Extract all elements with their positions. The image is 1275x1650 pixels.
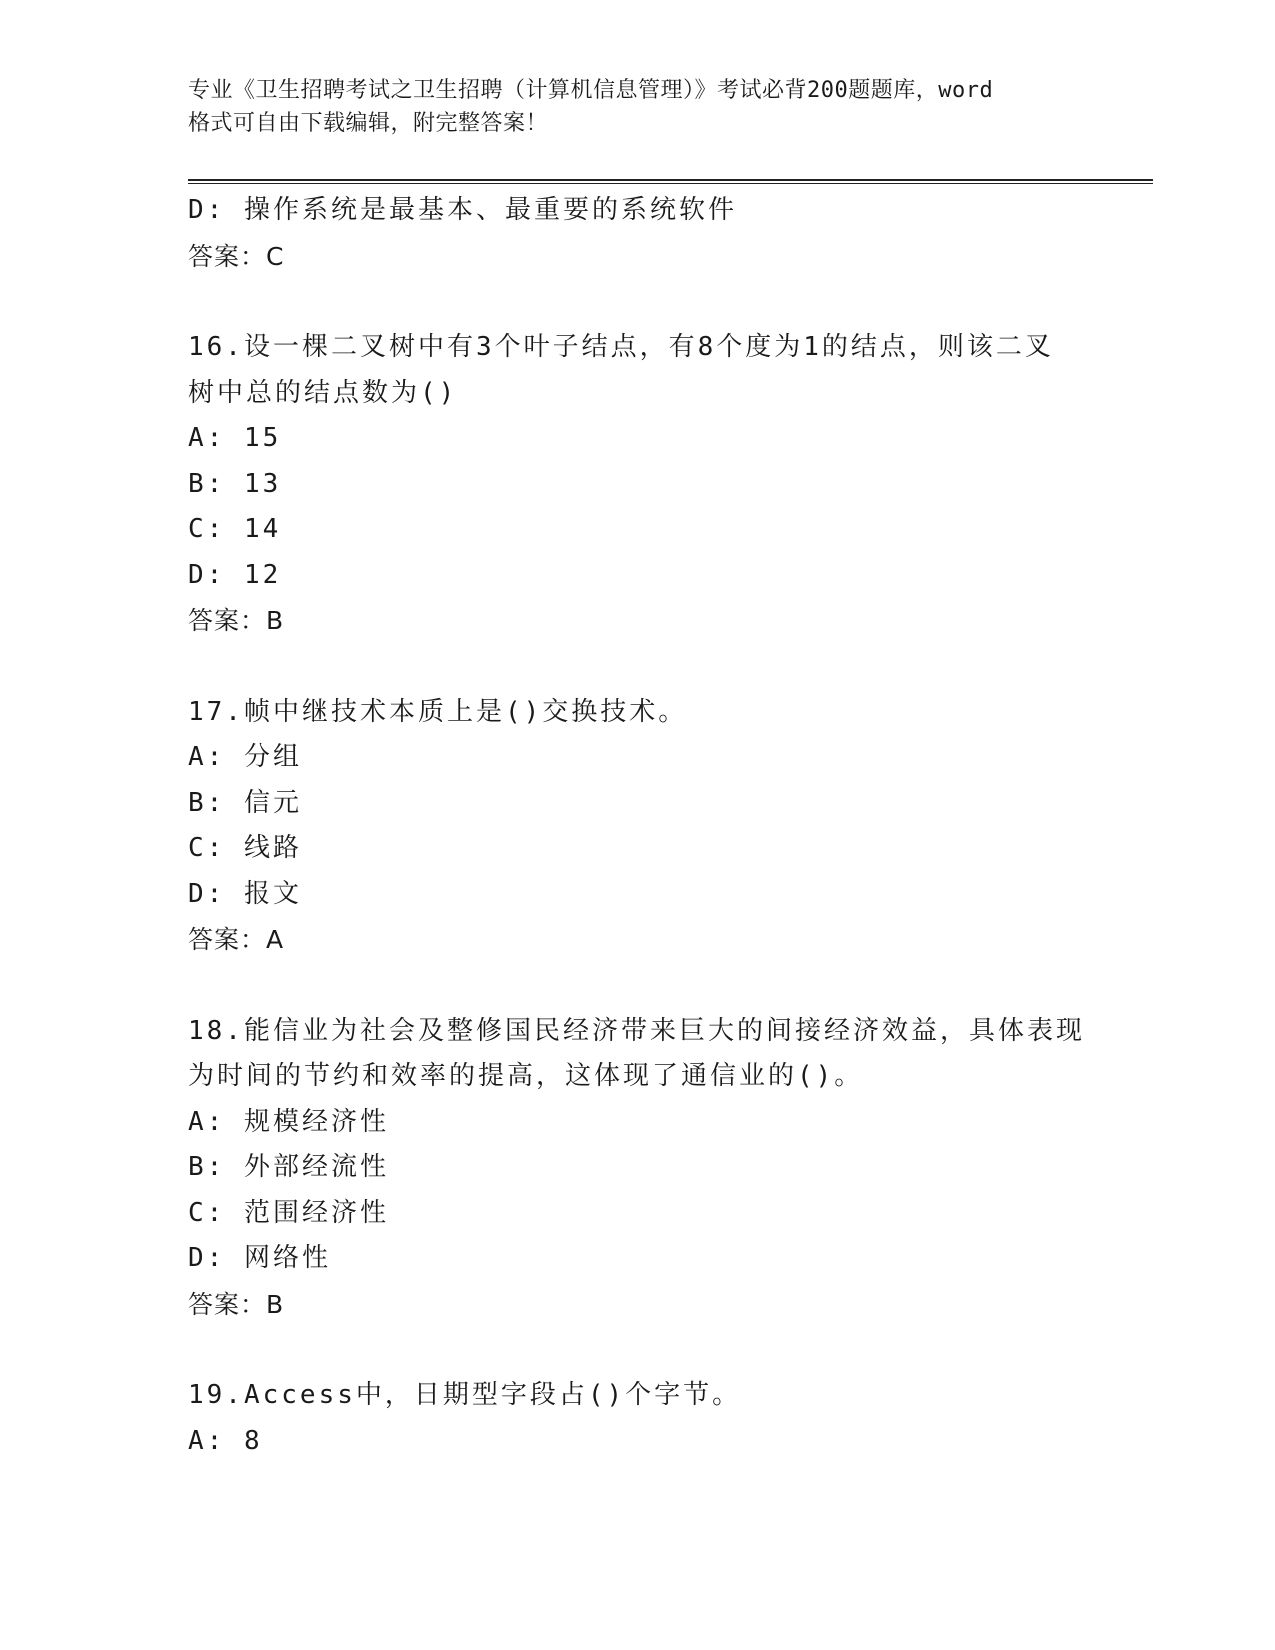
question-16-option-b: B: 13 — [188, 468, 282, 499]
question-17-option-b: B: 信元 — [188, 787, 302, 818]
prev-option-d: D: 操作系统是最基本、最重要的系统软件 — [188, 195, 737, 225]
question-17-option-d: D: 报文 — [188, 878, 302, 909]
question-19-option-a: A: 8 — [188, 1425, 263, 1456]
header-line-1: 专业《卫生招聘考试之卫生招聘（计算机信息管理）》考试必背200题题库，word — [188, 78, 994, 103]
question-18-option-d: D: 网络性 — [188, 1243, 331, 1273]
question-16-stem-line-2: 树中总的结点数为() — [188, 377, 458, 408]
question-19-stem-line-1: 19.Access中，日期型字段占()个字节。 — [188, 1380, 742, 1410]
question-16-option-c: C: 14 — [188, 514, 282, 544]
question-17-answer: 答案：A — [188, 925, 285, 954]
question-16-answer: 答案：B — [188, 606, 285, 635]
page-header — [188, 74, 1108, 140]
question-18-option-b: B: 外部经流性 — [188, 1152, 389, 1182]
header-divider — [188, 179, 1153, 184]
question-18-option-c: C: 范围经济性 — [188, 1197, 389, 1228]
question-18-option-a: A: 规模经济性 — [188, 1106, 389, 1137]
question-16-option-a: A: 15 — [188, 423, 282, 453]
question-18-answer: 答案：B — [188, 1289, 285, 1319]
prev-answer: 答案：C — [188, 241, 285, 271]
question-17-option-a: A: 分组 — [188, 742, 302, 772]
question-17-stem-line-1: 17.帧中继技术本质上是()交换技术。 — [188, 696, 688, 727]
question-content — [188, 188, 1128, 1464]
question-16-stem-line-1: 16.设一棵二叉树中有3个叶子结点，有8个度为1的结点，则该二叉 — [188, 332, 1054, 362]
header-line-2: 格式可自由下载编辑，附完整答案！ — [188, 111, 549, 136]
question-16-option-d: D: 12 — [188, 559, 282, 590]
question-17-option-c: C: 线路 — [188, 833, 302, 863]
question-18-stem-line-1: 18.能信业为社会及整修国民经济带来巨大的间接经济效益，具体表现 — [188, 1015, 1085, 1046]
question-18-stem-line-2: 为时间的节约和效率的提高，这体现了通信业的()。 — [188, 1061, 864, 1091]
